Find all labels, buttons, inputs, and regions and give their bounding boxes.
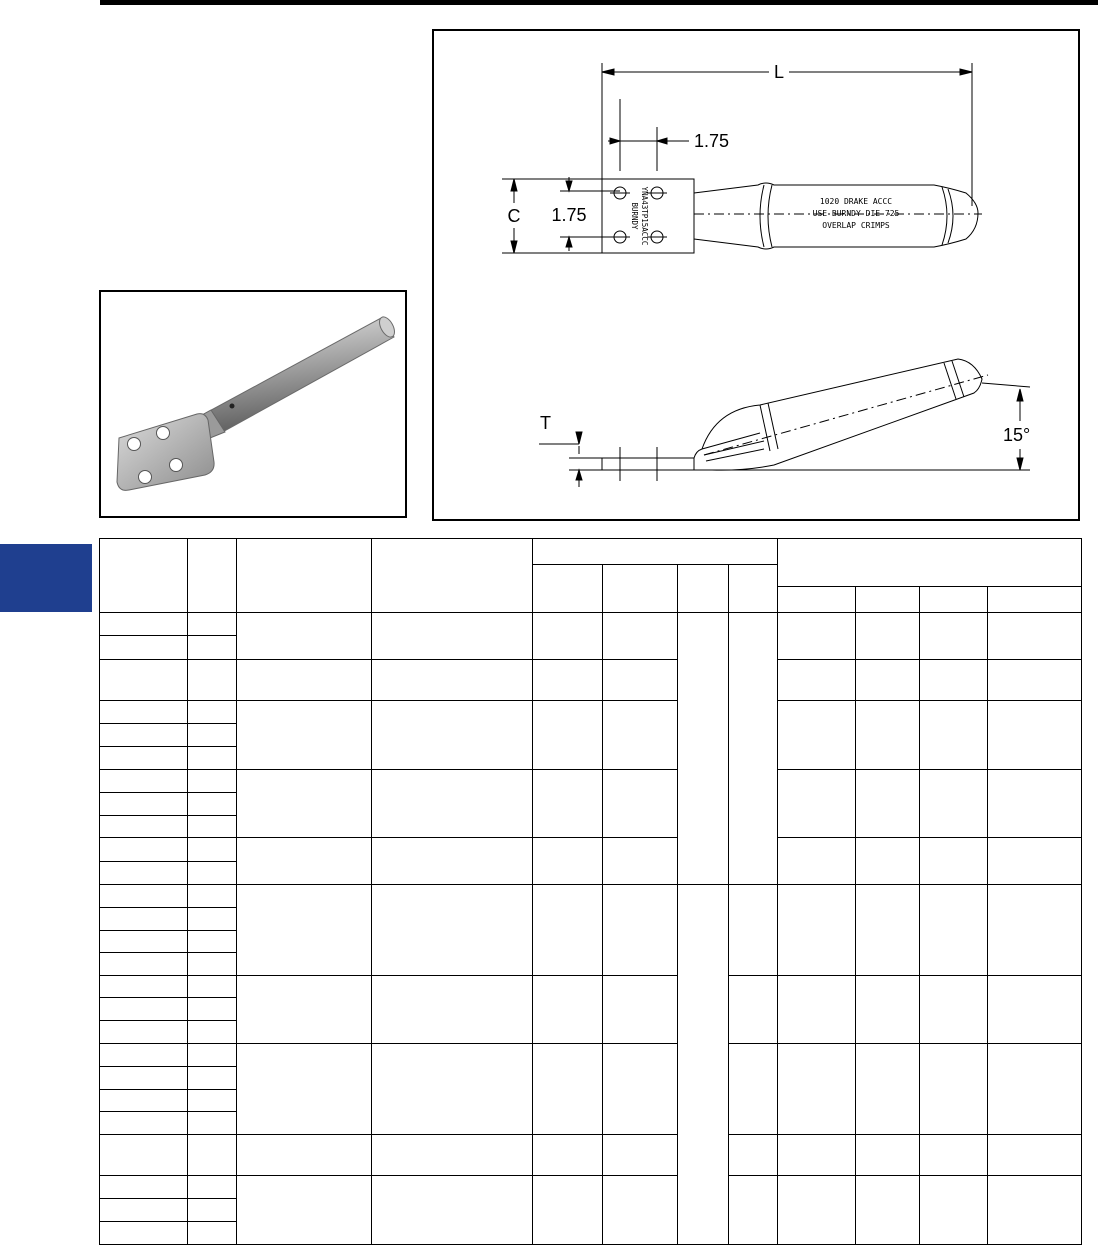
table-cell: [100, 1090, 188, 1112]
table-cell: [920, 1176, 988, 1245]
table-cell: [778, 1176, 856, 1245]
table-cell: [729, 885, 778, 976]
table-cell: [237, 885, 372, 976]
table-row: [100, 1135, 1082, 1176]
header-cell: [778, 587, 856, 613]
table-cell: [856, 1135, 920, 1176]
header-cell: [372, 539, 533, 613]
table-cell: [100, 1222, 188, 1245]
pad-stamp-brand: BURNDY: [630, 202, 639, 230]
table-cell: [729, 613, 778, 885]
table-cell: [988, 838, 1082, 885]
table-cell: [533, 976, 603, 1044]
table-cell: [778, 885, 856, 976]
table-cell: [988, 660, 1082, 701]
spec-table: [99, 538, 1082, 1245]
table-cell: [100, 747, 188, 770]
table-cell: [100, 770, 188, 793]
table-cell: [678, 613, 729, 885]
table-cell: [188, 1067, 237, 1090]
table-row: [100, 660, 1082, 701]
thickness-label: T: [540, 413, 551, 433]
table-cell: [188, 1090, 237, 1112]
table-cell: [729, 1176, 778, 1245]
table-cell: [100, 931, 188, 953]
width-label: C: [507, 206, 521, 226]
table-cell: [188, 724, 237, 747]
table-row: [100, 1044, 1082, 1067]
table-cell: [188, 1176, 237, 1199]
table-cell: [778, 701, 856, 770]
table-cell: [856, 976, 920, 1044]
table-cell: [372, 770, 533, 838]
table-cell: [729, 1044, 778, 1135]
barrel-stamp-line-2: USE BURNDY DIE 725: [812, 209, 900, 218]
header-group-cell: [778, 539, 1082, 587]
table-row: [100, 1176, 1082, 1199]
table-cell: [920, 613, 988, 660]
top-hole-spacing-label: 1.75: [694, 131, 730, 151]
table-cell: [729, 976, 778, 1044]
table-cell: [856, 1176, 920, 1245]
table-cell: [988, 1044, 1082, 1135]
table-cell: [100, 1176, 188, 1199]
table-cell: [188, 953, 237, 976]
table-cell: [237, 976, 372, 1044]
table-cell: [188, 1135, 237, 1176]
dimension-drawing-svg: [434, 31, 1078, 519]
table-cell: [237, 770, 372, 838]
header-cell: [100, 539, 188, 613]
table-cell: [533, 838, 603, 885]
table-cell: [533, 1135, 603, 1176]
table-cell: [988, 613, 1082, 660]
table-cell: [729, 1135, 778, 1176]
section-tab: [0, 544, 92, 612]
table-cell: [237, 1176, 372, 1245]
table-cell: [372, 1044, 533, 1135]
table-cell: [856, 660, 920, 701]
table-cell: [778, 660, 856, 701]
table-cell: [856, 838, 920, 885]
top-rule: [100, 0, 1098, 5]
table-cell: [188, 747, 237, 770]
table-cell: [533, 660, 603, 701]
table-cell: [237, 1135, 372, 1176]
header-cell: [920, 587, 988, 613]
table-cell: [856, 1044, 920, 1135]
table-cell: [778, 1135, 856, 1176]
table-cell: [920, 885, 988, 976]
table-cell: [988, 701, 1082, 770]
table-cell: [988, 885, 1082, 976]
table-cell: [372, 838, 533, 885]
table-cell: [533, 885, 603, 976]
table-cell: [603, 885, 678, 976]
table-cell: [100, 793, 188, 816]
table-cell: [188, 1112, 237, 1135]
table-cell: [920, 770, 988, 838]
table-cell: [100, 1199, 188, 1222]
table-cell: [100, 1067, 188, 1090]
table-cell: [778, 613, 856, 660]
table-cell: [988, 1135, 1082, 1176]
table-cell: [188, 770, 237, 793]
table-cell: [778, 1044, 856, 1135]
table-cell: [603, 660, 678, 701]
table-cell: [533, 613, 603, 660]
table-cell: [237, 660, 372, 701]
table-cell: [988, 770, 1082, 838]
barrel-stamp-line-1: 1020 DRAKE ACCC: [819, 197, 893, 206]
table-cell: [100, 953, 188, 976]
product-photo: [99, 290, 407, 518]
table-row: [100, 838, 1082, 862]
table-cell: [188, 862, 237, 885]
table-cell: [372, 1176, 533, 1245]
header-group-cell: [533, 539, 778, 565]
table-cell: [920, 838, 988, 885]
table-cell: [100, 816, 188, 838]
table-cell: [920, 660, 988, 701]
barrel-stamp-line-3: OVERLAP CRIMPS: [822, 221, 890, 230]
table-cell: [988, 1176, 1082, 1245]
table-cell: [856, 613, 920, 660]
table-cell: [533, 701, 603, 770]
table-cell: [372, 1135, 533, 1176]
table-cell: [188, 1222, 237, 1245]
table-cell: [100, 885, 188, 908]
table-cell: [603, 1135, 678, 1176]
table-cell: [100, 908, 188, 931]
table-cell: [372, 701, 533, 770]
table-cell: [603, 1044, 678, 1135]
header-cell: [603, 565, 678, 613]
table-cell: [188, 976, 237, 998]
table-row: [100, 770, 1082, 793]
pad-stamp-part: YNA43TP15ACCC: [640, 186, 649, 246]
table-cell: [100, 701, 188, 724]
table-cell: [188, 613, 237, 636]
table-cell: [778, 838, 856, 885]
header-cell: [729, 565, 778, 613]
table-cell: [920, 976, 988, 1044]
header-cell: [237, 539, 372, 613]
table-cell: [678, 885, 729, 1245]
table-cell: [856, 770, 920, 838]
table-row: [100, 976, 1082, 998]
table-cell: [778, 770, 856, 838]
table-cell: [533, 770, 603, 838]
table-cell: [188, 816, 237, 838]
table-cell: [100, 613, 188, 636]
table-cell: [100, 862, 188, 885]
header-cell: [678, 565, 729, 613]
table-cell: [188, 1021, 237, 1044]
table-cell: [100, 724, 188, 747]
angle-label: 15°: [1003, 425, 1031, 445]
header-cell: [188, 539, 237, 613]
table-cell: [920, 1135, 988, 1176]
table-row: [100, 613, 1082, 636]
table-cell: [188, 1044, 237, 1067]
header-cell: [533, 565, 603, 613]
table-cell: [100, 1044, 188, 1067]
table-cell: [372, 976, 533, 1044]
dimension-drawing: [432, 29, 1080, 521]
table-cell: [100, 636, 188, 660]
table-cell: [533, 1044, 603, 1135]
table-cell: [188, 701, 237, 724]
table-cell: [372, 885, 533, 976]
table-cell: [188, 660, 237, 701]
table-cell: [100, 976, 188, 998]
table-cell: [603, 838, 678, 885]
table-cell: [188, 793, 237, 816]
table-cell: [533, 1176, 603, 1245]
table-cell: [100, 998, 188, 1021]
table-header-row: [100, 539, 1082, 565]
table-cell: [100, 1021, 188, 1044]
header-cell: [856, 587, 920, 613]
table-cell: [237, 613, 372, 660]
table-cell: [100, 1135, 188, 1176]
table-cell: [603, 613, 678, 660]
header-cell: [988, 587, 1082, 613]
table-cell: [188, 998, 237, 1021]
terminal-lug-photo-icon: [101, 292, 405, 516]
table-cell: [188, 885, 237, 908]
table-cell: [778, 976, 856, 1044]
table-cell: [100, 660, 188, 701]
table-cell: [603, 701, 678, 770]
table-cell: [188, 838, 237, 862]
side-hole-spacing-label: 1.75: [551, 205, 587, 225]
table-cell: [237, 838, 372, 885]
table-cell: [920, 1044, 988, 1135]
table-cell: [188, 1199, 237, 1222]
table-cell: [603, 1176, 678, 1245]
table-cell: [188, 636, 237, 660]
table-cell: [188, 931, 237, 953]
table-cell: [100, 1112, 188, 1135]
table-cell: [603, 976, 678, 1044]
table-cell: [856, 701, 920, 770]
table-cell: [372, 613, 533, 660]
table-cell: [100, 838, 188, 862]
table-cell: [856, 885, 920, 976]
table-row: [100, 701, 1082, 724]
table-cell: [603, 770, 678, 838]
table-cell: [237, 701, 372, 770]
length-label: L: [773, 62, 785, 82]
table-cell: [372, 660, 533, 701]
table-cell: [988, 976, 1082, 1044]
table-cell: [920, 701, 988, 770]
table-row: [100, 885, 1082, 908]
table-cell: [188, 908, 237, 931]
table-cell: [237, 1044, 372, 1135]
